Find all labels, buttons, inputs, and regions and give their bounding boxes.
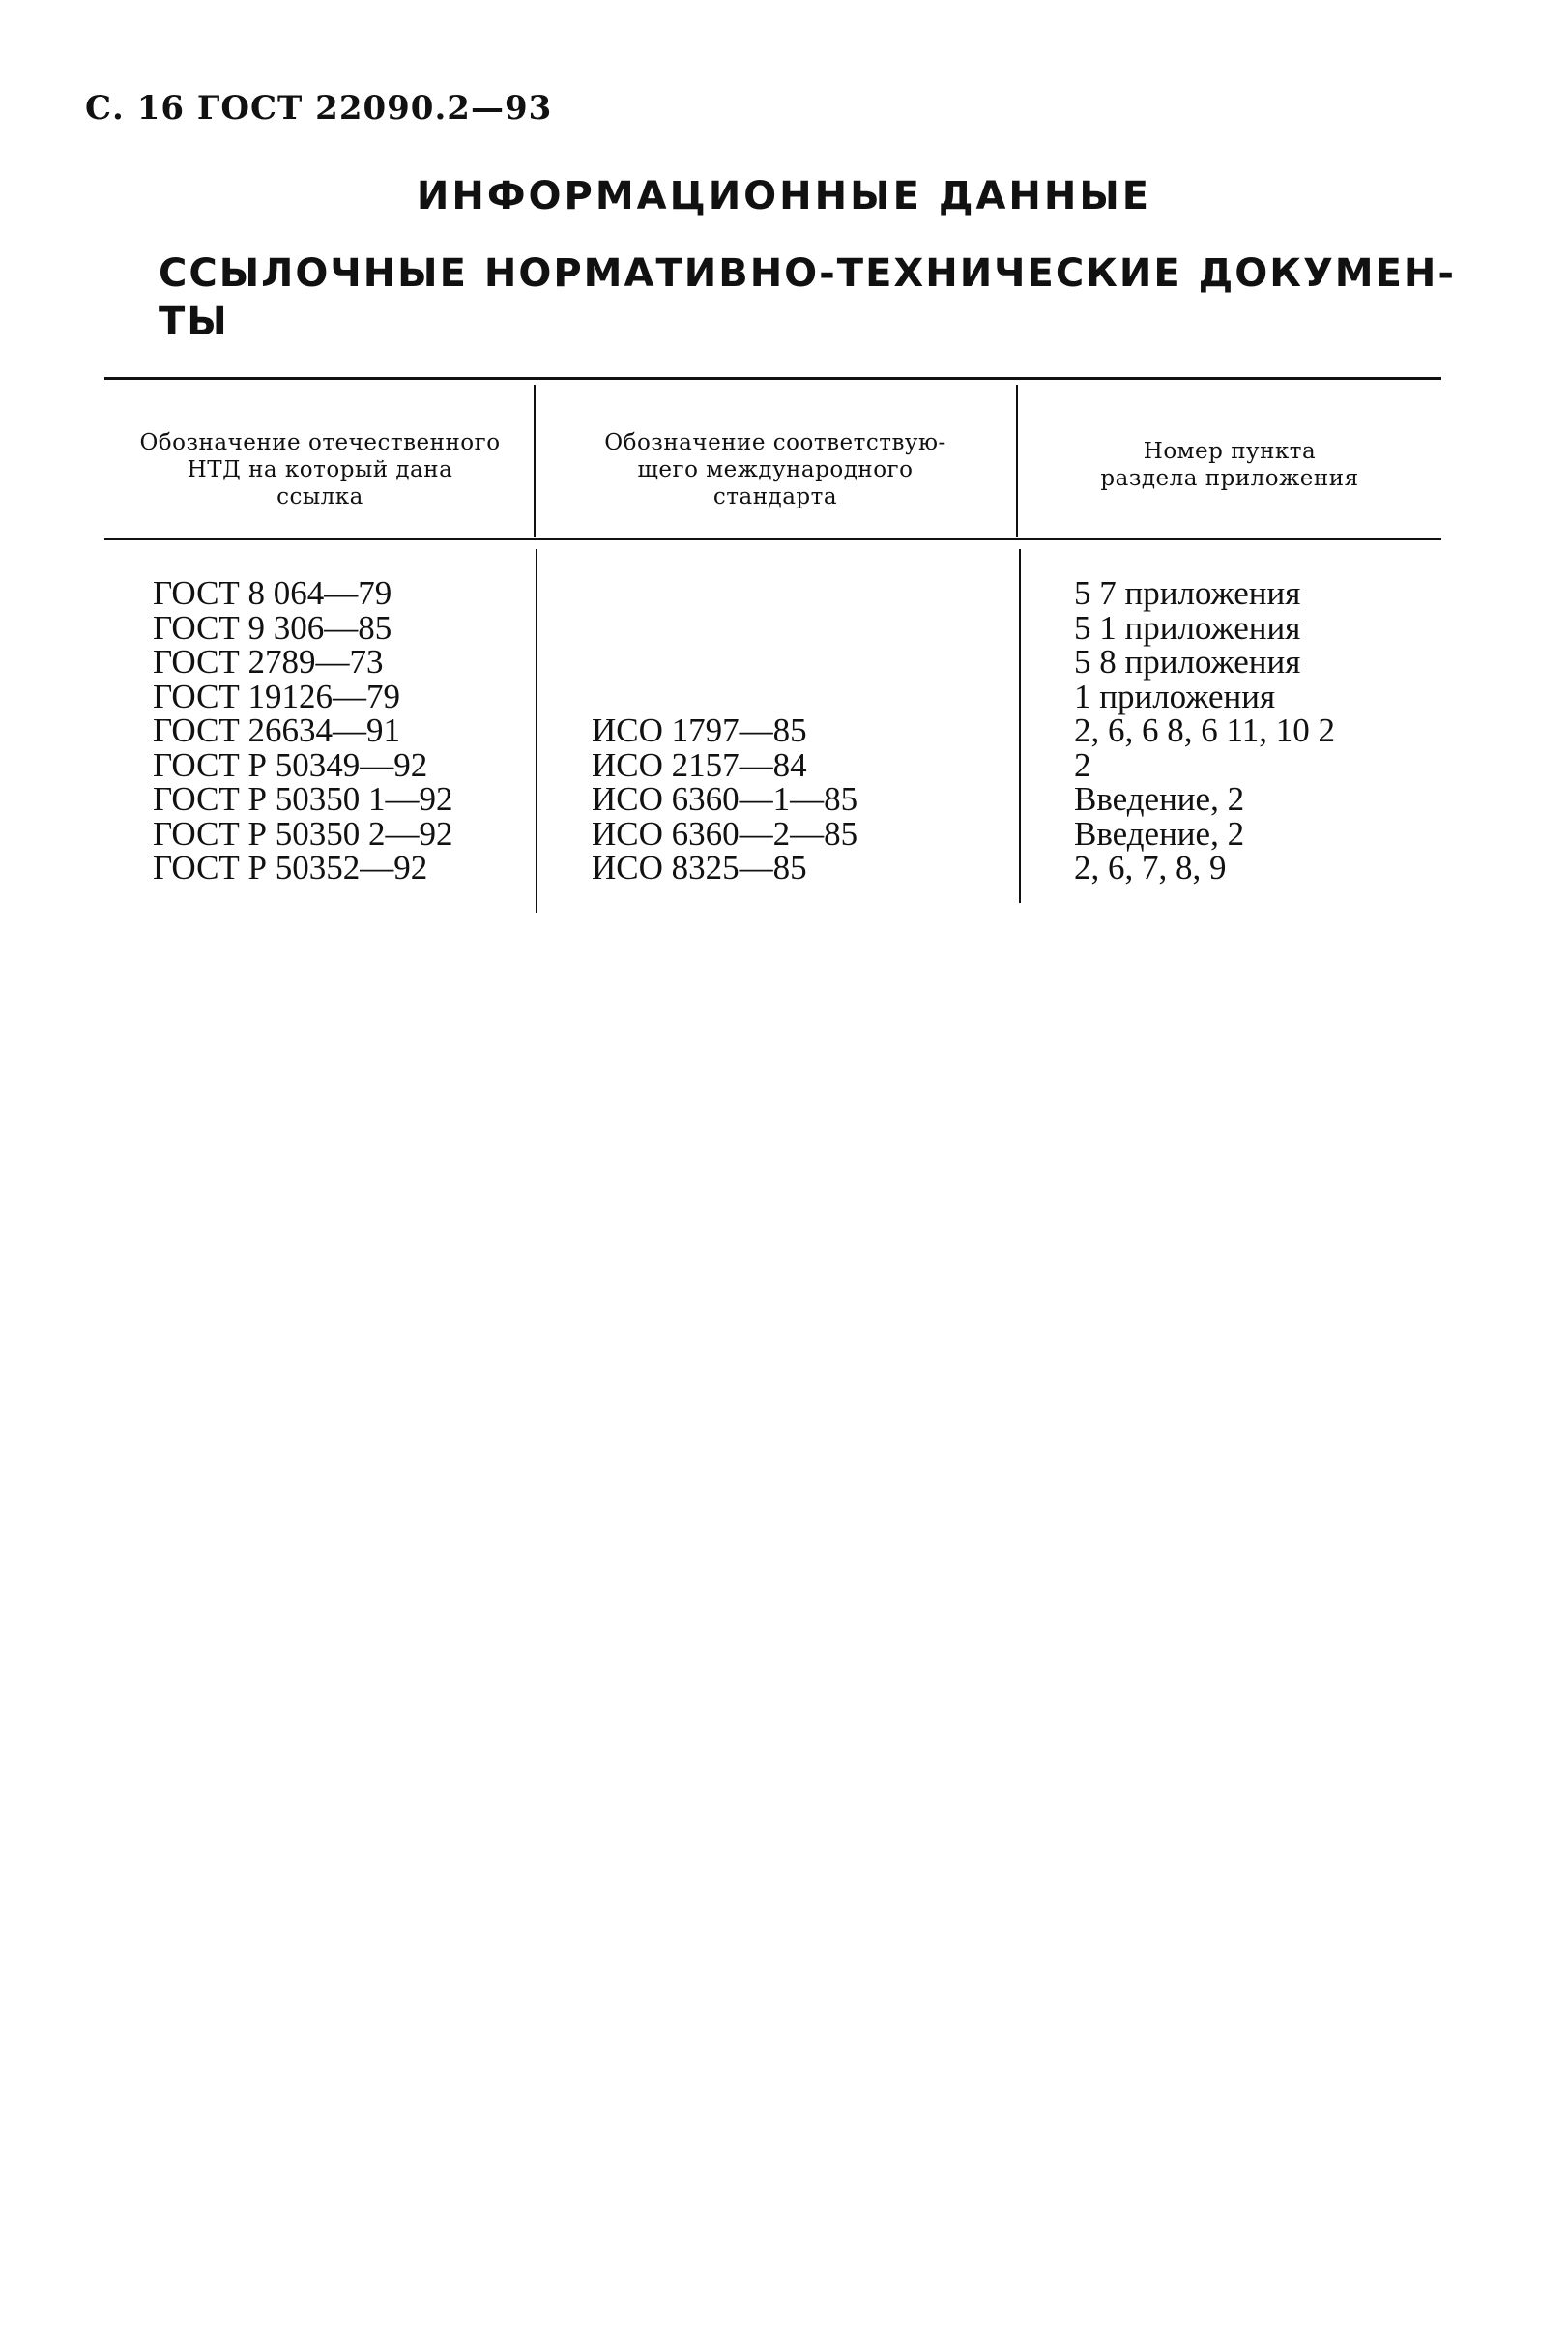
table-cell-national: ГОСТ Р 50352—92 xyxy=(153,849,428,886)
table-top-rule xyxy=(104,377,1441,380)
table-cell-national: ГОСТ Р 50350 1—92 xyxy=(153,780,453,818)
column-divider xyxy=(1019,549,1021,903)
table-cell-national: ГОСТ Р 50349—92 xyxy=(153,745,428,784)
table-cell-national: ГОСТ 8 064—79 xyxy=(153,574,392,612)
table-cell-national: ГОСТ 9 306—85 xyxy=(153,608,392,647)
clause-column xyxy=(1074,576,1335,885)
table-cell-clause: 2, 6, 7, 8, 9 xyxy=(1074,849,1227,886)
table-cell-clause: Введение, 2 xyxy=(1074,780,1245,818)
national-docs-column xyxy=(153,576,453,885)
table-cell-international: ИСО 2157—84 xyxy=(592,745,807,784)
table-cell-national: ГОСТ Р 50350 2—92 xyxy=(153,814,453,853)
table-cell-national: ГОСТ 2789—73 xyxy=(153,643,384,681)
table-cell-international: ИСО 6360—2—85 xyxy=(592,814,858,853)
column-header-clause: Номер пункта раздела приложения xyxy=(1100,439,1359,491)
section-subtitle: ССЫЛОЧНЫЕ НОРМАТИВНО-ТЕХНИЧЕСКИЕ ДОКУМЕНТЫ xyxy=(159,251,1454,344)
table-header-rule xyxy=(104,538,1441,540)
table-cell-clause: 5 7 приложения xyxy=(1074,574,1301,612)
running-head: С. 16 ГОСТ 22090.2—93 xyxy=(85,89,553,128)
table-cell-clause: 5 1 приложения xyxy=(1074,608,1301,647)
column-divider xyxy=(536,549,537,913)
column-header-national: Обозначение отечественного НТД на который дана ссылка xyxy=(139,430,501,509)
table-cell-international: ИСО 6360—1—85 xyxy=(592,780,858,818)
table-cell-national: ГОСТ 26634—91 xyxy=(153,711,401,749)
table-cell-international: ИСО 8325—85 xyxy=(592,849,807,886)
section-title: ИНФОРМАЦИОННЫЕ ДАННЫЕ xyxy=(416,174,1152,218)
table-cell-clause: 2, 6, 6 8, 6 11, 10 2 xyxy=(1074,711,1335,749)
table-cell-clause: 2 xyxy=(1074,745,1091,784)
column-divider xyxy=(1016,385,1018,537)
table-cell-clause: 5 8 приложения xyxy=(1074,643,1301,681)
table-cell-clause: 1 приложения xyxy=(1074,677,1276,715)
table-cell-clause: Введение, 2 xyxy=(1074,814,1245,853)
table-cell-national: ГОСТ 19126—79 xyxy=(153,677,401,715)
table-cell-international: ИСО 1797—85 xyxy=(592,711,807,749)
column-header-international: Обозначение соответствую- щего международного стандарта xyxy=(604,430,946,509)
column-divider xyxy=(534,385,536,537)
international-docs-column xyxy=(592,713,857,885)
